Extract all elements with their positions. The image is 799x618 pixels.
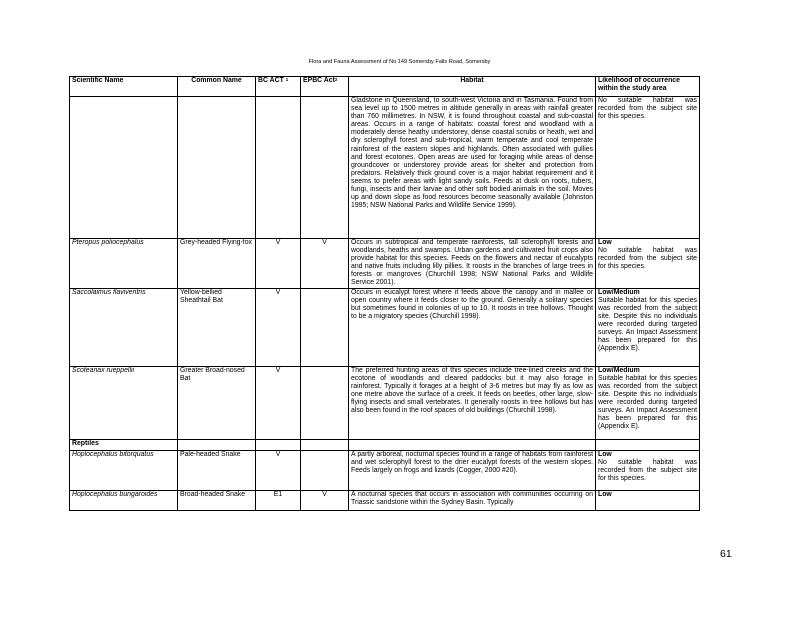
empty-cell [349,439,596,450]
table-row [70,490,700,510]
species-table [69,76,700,511]
empty-cell [178,439,256,450]
column-header-bc-act: BC ACT $^1$ [256,77,301,97]
column-header-scientific-name: Scientific Name [70,77,178,97]
likelihood-text: No suitable habitat was recorded from the subject site for this species. [598,97,697,121]
empty-cell [596,439,700,450]
likelihood-level: Low/Medium [598,288,640,296]
table-row [70,366,700,439]
habitat-cell: Gladstone in Queensland, to south-west Victoria and in Tasmania. Found from sea level up to 1500 metres in altitude generally in areas with rainfall greater than 760 millimetres. In NSW, it is found throughout coastal and sub-coastal areas. Occurs in a range of habitats: coastal forest and woodland with a moderately dense heathy understorey, dense coastal scrubs or heath, wet and dry sclerophyll forest and sub-tropical, warm temperate and cool temperate rainforest of the eastern slopes and highlands. Often associated with gullies and forest ecotones. Open areas are used for foraging while areas of dense groundcover or understorey provide areas for shelter and protection from predators. Relatively thick ground cover is a major habitat requirement and it seems to prefer areas with light sandy soils. Feeds at dusk on roots, tubers, fungi, insects and their larvae and other soft bodied animals in the soil. Moves up and down slope as food resources become seasonally available (Johnston 1995; NSW National Parks and Wildlife Service 1999). [349,97,596,239]
common-name-cell: Greater Broad-nosed Bat [178,366,256,439]
habitat-cell: A partly arboreal, nocturnal species found in a range of habitats from rainforest and wet sclerophyll forest to the drier eucalypt forests of the western slopes. Feeds largely on frogs and lizards (Cogger, 2000 #20). [349,450,596,490]
likelihood-text: Suitable habitat for this species was recorded from the subject site. Despite this no individuals were recorded during targeted surveys. An Impact Assessment has been prepared for this (Appendix E). [598,296,697,353]
common-name-cell: Broad-headed Snake [178,490,256,510]
column-header-likelihood: Likelihood of occurrence within the study area [596,77,700,97]
likelihood-level: Low [598,239,612,246]
table-group-row [70,439,700,450]
common-name-cell [178,97,256,239]
habitat-cell: Occurs in eucalypt forest where it feeds above the canopy and in mallee or open country where it feeds closer to the ground. Generally a solitary species but sometimes found in colonies of up to 10. It roosts in tree hollows. Thought to be a migratory species (Churchill 1998). [349,288,596,366]
table-header-row [70,77,700,97]
empty-cell [301,439,349,450]
epbc-act-cell: V [301,239,349,289]
table-row [70,288,700,366]
column-header-habitat: Habitat [349,77,596,97]
likelihood-level: Low [598,450,612,458]
likelihood-cell [596,366,700,439]
likelihood-cell [596,239,700,289]
scientific-name-cell: Scoteanax rueppellii [70,366,178,439]
empty-cell [256,439,301,450]
likelihood-level: Low [598,490,612,498]
likelihood-cell [596,97,700,239]
scientific-name-cell: Hoplocephalus bitorquatus [70,450,178,490]
column-header-epbc-act: EPBC Act$^2$ [301,77,349,97]
scientific-name-cell [70,97,178,239]
table-row [70,239,700,289]
habitat-cell: The preferred hunting areas of this species include tree-lined creeks and the ecotone of woodlands and cleared paddocks but it may also forage in rainforest. Typically it forages at a height of 3-6 metres but may fly as low as one metre above the surface of a creek. It feeds on beetles, other large, slow-flying insects and small vertebrates. It generally roosts in tree hollows but has also been found in the roof spaces of old buildings (Churchill 1998). [349,366,596,439]
epbc-act-cell [301,288,349,366]
bc-act-cell [256,97,301,239]
common-name-cell: Pale-headed Snake [178,450,256,490]
bc-act-cell: V [256,288,301,366]
page-header: Flora and Fauna Assessment of No 149 Somersby Falls Road, Somersby [308,59,491,65]
column-header-common-name: Common Name [178,77,256,97]
epbc-act-cell [301,450,349,490]
epbc-act-cell: V [301,490,349,510]
habitat-cell: A nocturnal species that occurs in association with communities occurring on Triassic sandstone within the Sydney Basin. Typically [349,490,596,510]
bc-act-cell: V [256,450,301,490]
likelihood-cell [596,288,700,366]
likelihood-cell [596,450,700,490]
epbc-act-cell [301,97,349,239]
likelihood-text: Suitable habitat for this species was recorded from the subject site. Despite this no individuals were recorded during targeted surveys. An Impact Assessment has been prepared for this (Appendix E). [598,374,697,431]
likelihood-level: Low/Medium [598,366,640,374]
page-number: 61 [720,548,732,560]
likelihood-text: No suitable habitat was recorded from the subject site for this species. [598,247,697,271]
scientific-name-cell: Pteropus poliocephalus [70,239,178,289]
common-name-cell: Yellow-bellied Sheathtail Bat [178,288,256,366]
likelihood-cell [596,490,700,510]
habitat-cell: Occurs in subtropical and temperate rainforests, tall sclerophyll forests and woodlands, heaths and swamps. Urban gardens and cultivated fruit crops also provide habitat for this species. Feeds on the flowers and nectar of eucalypts and native fruits including lilly pillies. It roosts in the branches of large trees in forests or mangroves (Churchill 1998; NSW National Parks and Wildlife Service 2001). [349,239,596,289]
bc-act-cell: V [256,239,301,289]
table-row [70,97,700,239]
scientific-name-cell: Saccolaimus flaviventris [70,288,178,366]
common-name-cell: Grey-headed Flying-fox [178,239,256,289]
bc-act-cell: V [256,366,301,439]
table-row [70,450,700,490]
scientific-name-cell: Hoplocephalus bungaroides [70,490,178,510]
likelihood-text: No suitable habitat was recorded from the subject site for this species. [598,458,697,482]
bc-act-cell: E1 [256,490,301,510]
epbc-act-cell [301,366,349,439]
group-heading: Reptiles [70,439,178,450]
